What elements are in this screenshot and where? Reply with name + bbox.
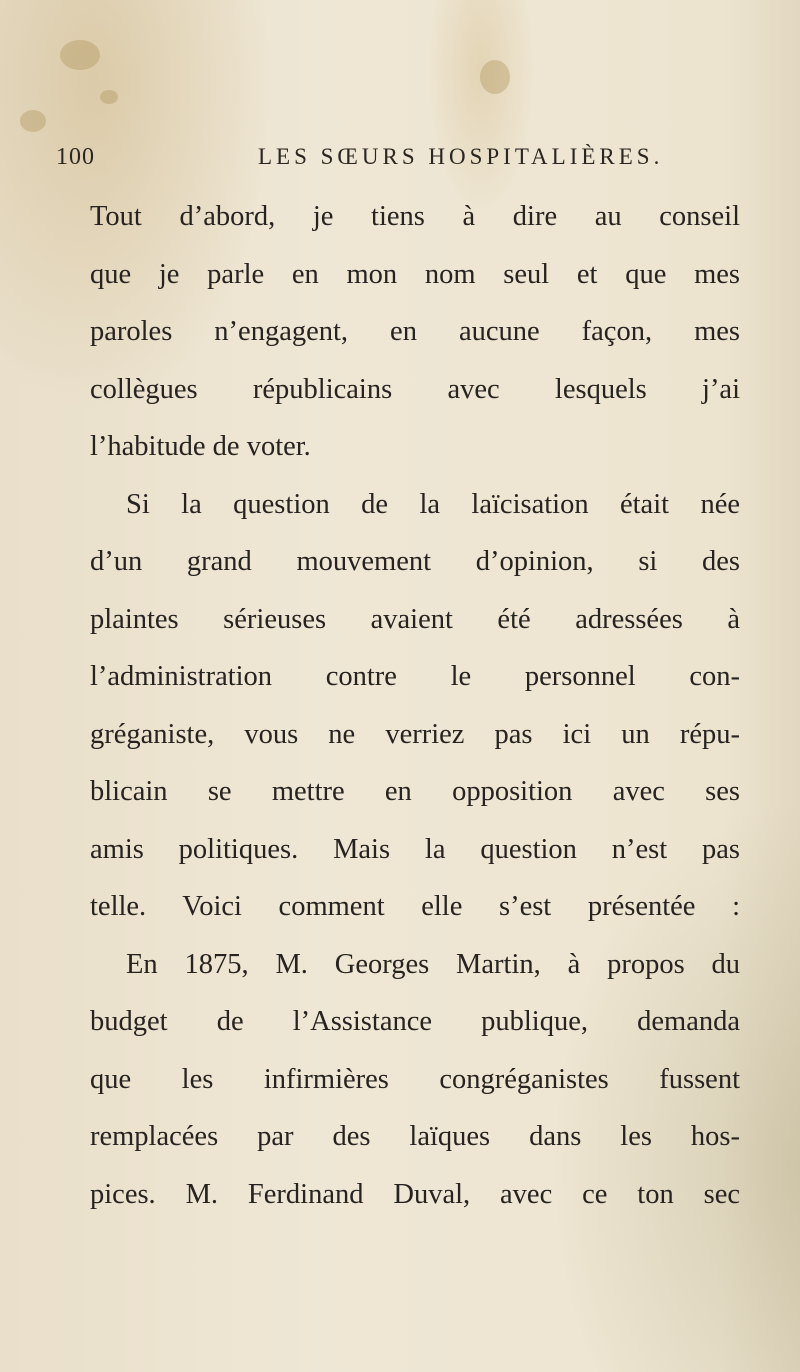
text-line: Tout d’abord, je tiens à dire au conseil <box>90 201 740 232</box>
text-line: telle. Voici comment elle s’est présentée : <box>90 891 740 922</box>
page-number: 100 <box>56 144 95 170</box>
text-line: l’administration contre le personnel con- <box>90 661 740 692</box>
page-header <box>56 144 756 184</box>
running-title: LES SŒURS HOSPITALIÈRES. <box>258 144 664 169</box>
text-line: blicain se mettre en opposition avec ses <box>90 776 740 807</box>
text-line: collègues républicains avec lesquels j’ai <box>90 373 740 405</box>
text-line: En 1875, M. Georges Martin, à propos du <box>126 948 740 980</box>
paper-stain <box>60 40 100 70</box>
text-line: Si la question de la laïcisation était née <box>126 488 740 520</box>
text-line: paroles n’engagent, en aucune façon, mes <box>90 316 740 347</box>
text-line: l’habitude de voter. <box>90 431 311 462</box>
text-line: remplacées par des laïques dans les hos- <box>90 1121 740 1152</box>
text-line: plaintes sérieuses avaient été adressées à <box>90 603 740 635</box>
text-line: que les infirmières congréganistes fussent <box>90 1063 740 1095</box>
text-line: gréganiste, vous ne verriez pas ici un répu- <box>90 718 740 750</box>
text-line: que je parle en mon nom seul et que mes <box>90 258 740 290</box>
text-line: amis politiques. Mais la question n’est pas <box>90 833 740 865</box>
paper-stain <box>20 110 46 132</box>
body-text <box>90 188 740 1223</box>
paper-stain <box>100 90 118 104</box>
text-line: d’un grand mouvement d’opinion, si des <box>90 546 740 577</box>
text-line: budget de l’Assistance publique, demanda <box>90 1006 740 1037</box>
paper-stain <box>480 60 510 94</box>
text-line: pices. M. Ferdinand Duval, avec ce ton sec <box>90 1178 740 1210</box>
